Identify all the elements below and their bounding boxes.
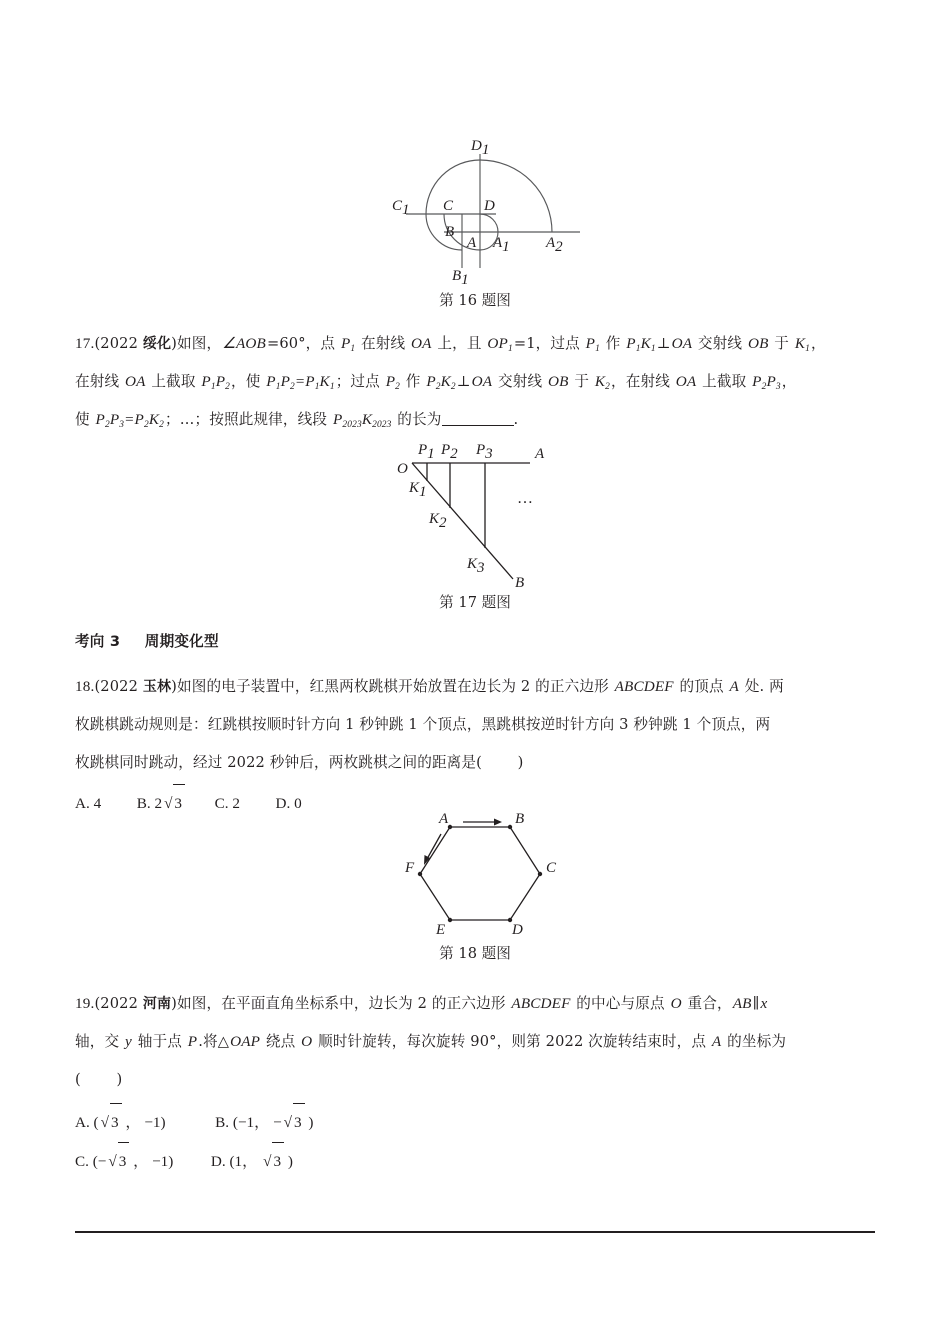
label-D1: D1	[471, 138, 490, 158]
arc-1	[480, 214, 498, 232]
question-19-line-1: 19.(2022 河南)如图，在平面直角坐标系中，边长为 2 的正六边形 ABCDEF 的中心与原点 O 重合，AB∥x	[75, 995, 768, 1012]
label-ellipsis: …	[517, 490, 535, 507]
figure-18-svg	[395, 812, 585, 942]
figure-16-svg	[330, 100, 620, 285]
option-19-C[interactable]: C. (− √ 3 ， −1)	[75, 1142, 173, 1181]
hexagon-shape	[420, 827, 540, 920]
option-19-A[interactable]: A. ( √ 3 ， −1)	[75, 1103, 166, 1142]
vertex-dot-A	[448, 825, 452, 829]
label-D: D	[512, 922, 523, 938]
question-18-source: 玉林	[142, 679, 172, 695]
label-A: A	[535, 446, 545, 462]
label-P2: P2	[441, 442, 458, 462]
question-19-options-row-2	[75, 1142, 875, 1181]
label-A: A	[439, 812, 449, 827]
label-O: O	[397, 461, 408, 477]
vertex-dot-B	[508, 825, 512, 829]
question-17-line-3: 使 $P_2P_3=P_2K_2$；…；按照此规律，线段 $P_{2023}K_{2023}$ 的长为 .	[75, 411, 519, 430]
label-K3: K3	[467, 556, 485, 576]
option-18-D[interactable]: D. 0	[275, 795, 302, 812]
question-18-number: 18.	[75, 678, 95, 695]
label-B1: B1	[452, 268, 469, 285]
label-K2: K2	[429, 511, 447, 531]
section-title: 周期变化型	[144, 633, 219, 650]
question-19-source: 河南	[142, 996, 172, 1012]
label-K1: K1	[409, 480, 427, 500]
question-18-line-2	[75, 706, 875, 744]
question-17-source: 绥化	[142, 336, 172, 352]
sqrt-icon: √ 3	[99, 1103, 122, 1142]
vertex-dot-C	[538, 872, 542, 876]
figure-17-angle-diagram	[385, 440, 585, 590]
label-B: B	[515, 575, 525, 590]
question-19-number: 19.	[75, 995, 95, 1012]
section-header-kaoxiang-3	[75, 630, 219, 651]
label-C1: C1	[392, 198, 410, 218]
vertex-dot-F	[418, 872, 422, 876]
question-19-paren-close: )	[116, 1071, 123, 1088]
figure-17-svg	[385, 440, 585, 590]
label-F: F	[405, 860, 415, 876]
question-19-line-3	[75, 1061, 875, 1099]
label-C: C	[443, 198, 454, 214]
question-18-block	[75, 668, 875, 823]
question-18-line-1: 18.(2022 玉林)如图的电子装置中，红黑两枚跳棋开始放置在边长为 2 的正六边形 ABCDEF 的顶点 A 处. 两	[75, 678, 784, 695]
sqrt-icon: √ 3	[261, 1142, 284, 1181]
figure-16-spiral-diagram	[330, 100, 620, 285]
question-19-block	[75, 985, 875, 1181]
label-C: C	[546, 860, 557, 876]
label-P1: P1	[418, 442, 435, 462]
question-19-paren-open: (	[75, 1071, 81, 1088]
question-18-line-3-text: 枚跳棋同时跳动，经过 2022 秒钟后，两枚跳棋之间的距离是(	[75, 754, 483, 771]
question-18-line-3	[75, 744, 875, 782]
label-B: B	[445, 224, 455, 240]
section-label: 考向 3	[75, 633, 121, 650]
arc-4	[480, 160, 552, 232]
question-17-block	[75, 325, 875, 439]
question-18-line-2-text: 枚跳棋跳动规则是：红跳棋按顺时针方向 1 秒钟跳 1 个顶点，黑跳棋按逆时针方向 3 秒钟跳 1 个顶点，两	[75, 716, 771, 733]
arrow-clockwise-head-icon	[494, 819, 502, 826]
sqrt-icon: √ 3	[106, 1142, 129, 1181]
sqrt-icon: √ 3	[162, 784, 185, 823]
question-17-number: 17.	[75, 335, 95, 352]
option-19-B[interactable]: B. (−1， − √ 3 )	[215, 1103, 313, 1142]
question-17-line-1: 17.(2022 绥化)如图，∠AOB=60°，点 $P_1$ 在射线 OA 上，且 $OP_1=1$，过点 $P_1$ 作 $P_1K_1\perp OA$ 交射线 OB 于 $K_1$，	[75, 335, 826, 354]
option-18-C[interactable]: C. 2	[214, 795, 240, 812]
option-18-A[interactable]: A. 4	[75, 795, 102, 812]
figure-17-caption: 第 17 题图	[439, 594, 511, 611]
label-P3: P3	[476, 442, 493, 462]
label-D: D	[484, 198, 495, 214]
figure-18-hexagon-diagram	[395, 812, 585, 942]
sqrt-icon: √ 3	[282, 1103, 305, 1142]
vertex-dot-E	[448, 918, 452, 922]
answer-blank-17[interactable]	[442, 425, 514, 426]
question-18-paren-close: )	[517, 754, 524, 771]
option-18-B[interactable]: B. 2 √ 3	[137, 784, 185, 823]
arrow-counterclockwise-line	[427, 834, 441, 859]
question-17-line-2: 在射线 OA 上截取 $P_1P_2$，使 $P_1P_2=P_1K_1$；过点 $P_2$ 作 $P_2K_2\perp OA$ 交射线 OB 于 $K_2$，在射线 OA 上截取 $P_2P_3$，	[75, 373, 797, 392]
label-B: B	[515, 812, 525, 827]
label-A: A	[467, 235, 477, 251]
label-A1: A1	[493, 235, 510, 255]
footer-divider	[75, 1231, 875, 1233]
question-19-options-row-1	[75, 1103, 875, 1142]
label-E: E	[436, 922, 446, 938]
label-A2: A2	[546, 235, 563, 255]
figure-18-caption: 第 18 题图	[439, 945, 511, 962]
figure-16-caption: 第 16 题图	[439, 292, 511, 309]
option-19-D[interactable]: D. (1， √ 3 )	[211, 1142, 293, 1181]
question-19-line-2: 轴，交 y 轴于点 P.将△OAP 绕点 O 顺时针旋转，每次旋转 90°，则第 2022 次旋转结束时，点 A 的坐标为	[75, 1033, 787, 1050]
